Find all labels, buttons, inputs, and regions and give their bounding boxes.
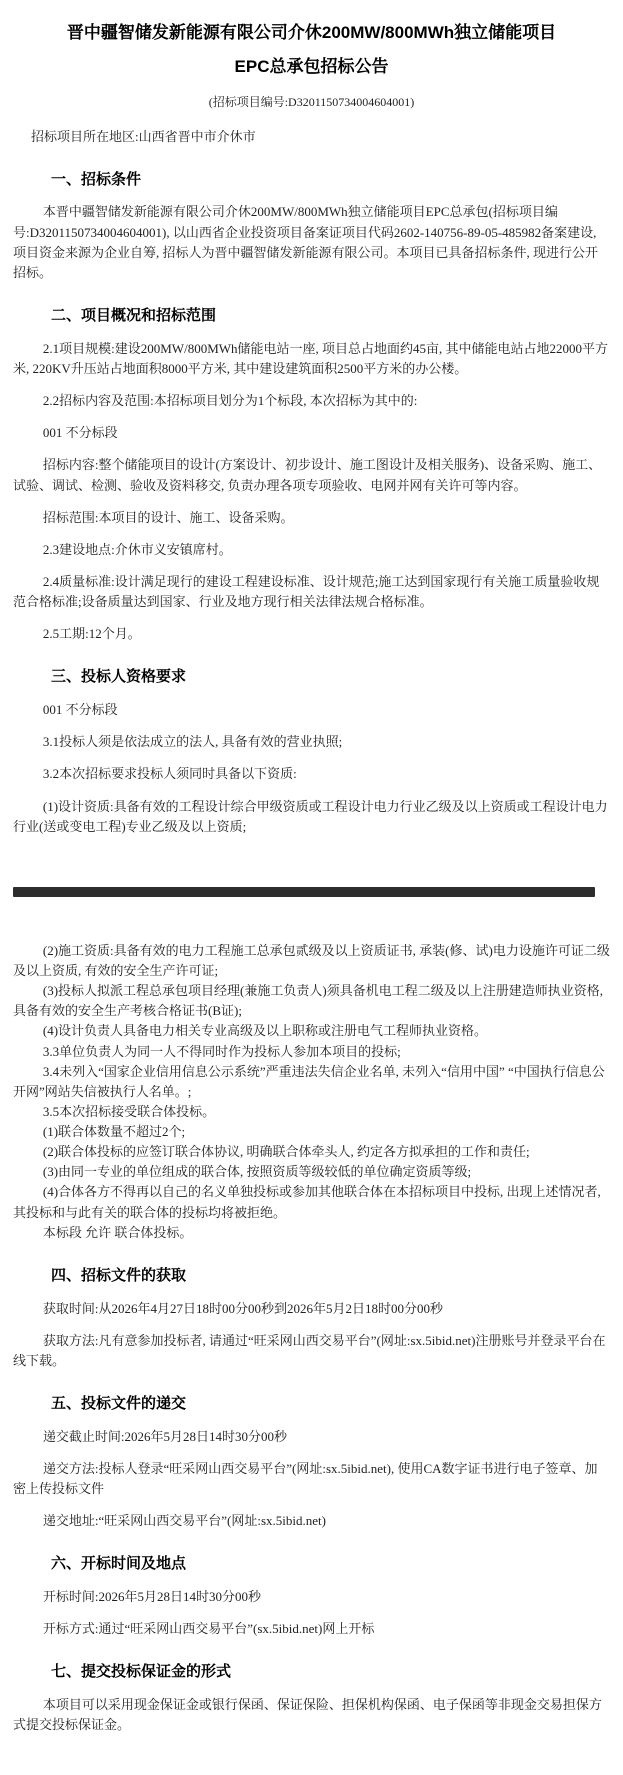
paragraph: (1)联合体数量不超过2个; — [42, 1124, 186, 1140]
paragraph: 递交截止时间:2026年5月28日14时30分00秒 — [42, 1428, 288, 1444]
paragraph: 3.5本次招标接受联合体投标。 — [42, 1103, 216, 1119]
section-heading: 七、提交投标保证金的形式 — [51, 1663, 232, 1681]
section-heading: 一、招标条件 — [51, 170, 142, 188]
paragraph: 本标段 允许 联合体投标。 — [42, 1224, 193, 1240]
paragraph: 3.2本次招标要求投标人须同时具备以下资质: — [42, 766, 297, 782]
paragraph: 本晋中疆智储发新能源有限公司介休200MW/800MWh独立储能项目EPC总承包(招标项目编号:D3201150734004604001), 以山西省企业投资项目备案证项目代码2602-140756-89-05-485982备案建设, 项目资金来源为企业自筹, 招标人为晋中疆智储发新能源有限公司。本项目已具备招标条件, 现进行公开招标。 — [13, 204, 599, 280]
paragraph: (3)投标人拟派工程总承包项目经理(兼施工负责人)须具备机电工程二级及以上注册建造师执业资格, 具备有效的安全生产考核合格证书(B证); — [13, 983, 603, 1019]
paragraph: 开标方式:通过“旺采网山西交易平台”(sx.5ibid.net)网上开标 — [42, 1621, 375, 1637]
paragraph: 本项目可以采用现金保证金或银行保函、保证保险、担保机构保函、电子保函等非现金交易担保方式提交投标保证金。 — [13, 1697, 602, 1733]
document-title-line: EPC总承包招标公告 — [234, 56, 389, 76]
section-heading: 二、项目概况和招标范围 — [51, 307, 217, 325]
section-heading: 四、招标文件的获取 — [51, 1266, 187, 1284]
paragraph: 001 不分标段 — [42, 702, 118, 718]
paragraph: 2.3建设地点:介休市义安镇席村。 — [42, 541, 232, 557]
section-heading: 五、投标文件的递交 — [51, 1395, 187, 1413]
paragraph: (3)由同一专业的单位组成的联合体, 按照资质等级较低的单位确定资质等级; — [42, 1164, 472, 1180]
paragraph: 获取时间:从2026年4月27日18时00分00秒到2026年5月2日18时00分00秒 — [42, 1300, 444, 1316]
paragraph: 2.2招标内容及范围:本招标项目划分为1个标段, 本次招标为其中的: — [42, 393, 418, 409]
divider-bar — [13, 887, 595, 897]
document-title-line: 晋中疆智储发新能源有限公司介休200MW/800MWh独立储能项目 — [66, 23, 557, 42]
paragraph: 2.5工期:12个月。 — [42, 626, 141, 642]
paragraph: 开标时间:2026年5月28日14时30分00秒 — [42, 1589, 262, 1605]
paragraph: 递交方法:投标人登录“旺采网山西交易平台”(网址:sx.5ibid.net), 使用CA数字证书进行电子签章、加密上传投标文件 — [13, 1460, 598, 1497]
project-number-line: (招标项目编号:D3201150734004604001) — [208, 95, 415, 109]
section-heading: 六、开标时间及地点 — [51, 1555, 187, 1573]
paragraph: 3.1投标人须是依法成立的法人, 具备有效的营业执照; — [42, 734, 343, 750]
project-location-line: 招标项目所在地区:山西省晋中市介休市 — [31, 128, 256, 144]
paragraph: 获取方法:凡有意参加投标者, 请通过“旺采网山西交易平台”(网址:sx.5ibid.net)注册账号并登录平台在线下载。 — [13, 1332, 606, 1368]
paragraph: (2)联合体投标的应签订联合体协议, 明确联合体牵头人, 约定各方拟承担的工作和责任; — [42, 1144, 530, 1160]
paragraph: (2)施工资质:具备有效的电力工程施工总承包贰级及以上资质证书, 承装(修、试)电力设施许可证二级及以上资质, 有效的安全生产许可证; — [13, 942, 610, 978]
paragraph: (4)设计负责人具备电力相关专业高级及以上职称或注册电气工程师执业资格。 — [42, 1023, 488, 1039]
paragraph: (1)设计资质:具备有效的工程设计综合甲级资质或工程设计电力行业乙级及以上资质或工程设计电力行业(送或变电工程)专业乙级及以上资质; — [13, 798, 608, 834]
paragraph: 2.1项目规模:建设200MW/800MWh储能电站一座, 项目总占地面约45亩, 其中储能电站占地22000平方米, 220KV升压站占地面积8000平方米, 其中建设建筑面积2500平方米的办公楼。 — [13, 340, 609, 376]
paragraph: 2.4质量标准:设计满足现行的建设工程建设标准、设计规范;施工达到国家现行有关施工质量验收规范合格标准;设备质量达到国家、行业及地方现行相关法律法规合格标准。 — [13, 573, 600, 610]
paragraph: 001 不分标段 — [42, 425, 118, 441]
section-heading: 三、投标人资格要求 — [51, 668, 187, 686]
paragraph: 招标范围:本项目的设计、施工、设备采购。 — [42, 509, 294, 525]
paragraph: 3.4未列入“国家企业信用信息公示系统”严重违法失信企业名单, 未列入“信用中国” “中国执行信息公开网”网站失信被执行人名单。; — [13, 1063, 605, 1099]
paragraph: 招标内容:整个储能项目的设计(方案设计、初步设计、施工图设计及相关服务)、设备采购、施工、试验、调试、检测、验收及资料移交, 负责办理各项专项验收、电网并网有关许可等内容。 — [13, 457, 602, 493]
paragraph: 3.3单位负责人为同一人不得同时作为投标人参加本项目的投标; — [42, 1043, 401, 1059]
paragraph: (4)合体各方不得再以自己的名义单独投标或参加其他联合体在本招标项目中投标, 出现上述情况者, 其投标和与此有关的联合体的投标均将被拒绝。 — [13, 1184, 601, 1220]
paragraph: 递交地址:“旺采网山西交易平台”(网址:sx.5ibid.net) — [42, 1513, 326, 1529]
